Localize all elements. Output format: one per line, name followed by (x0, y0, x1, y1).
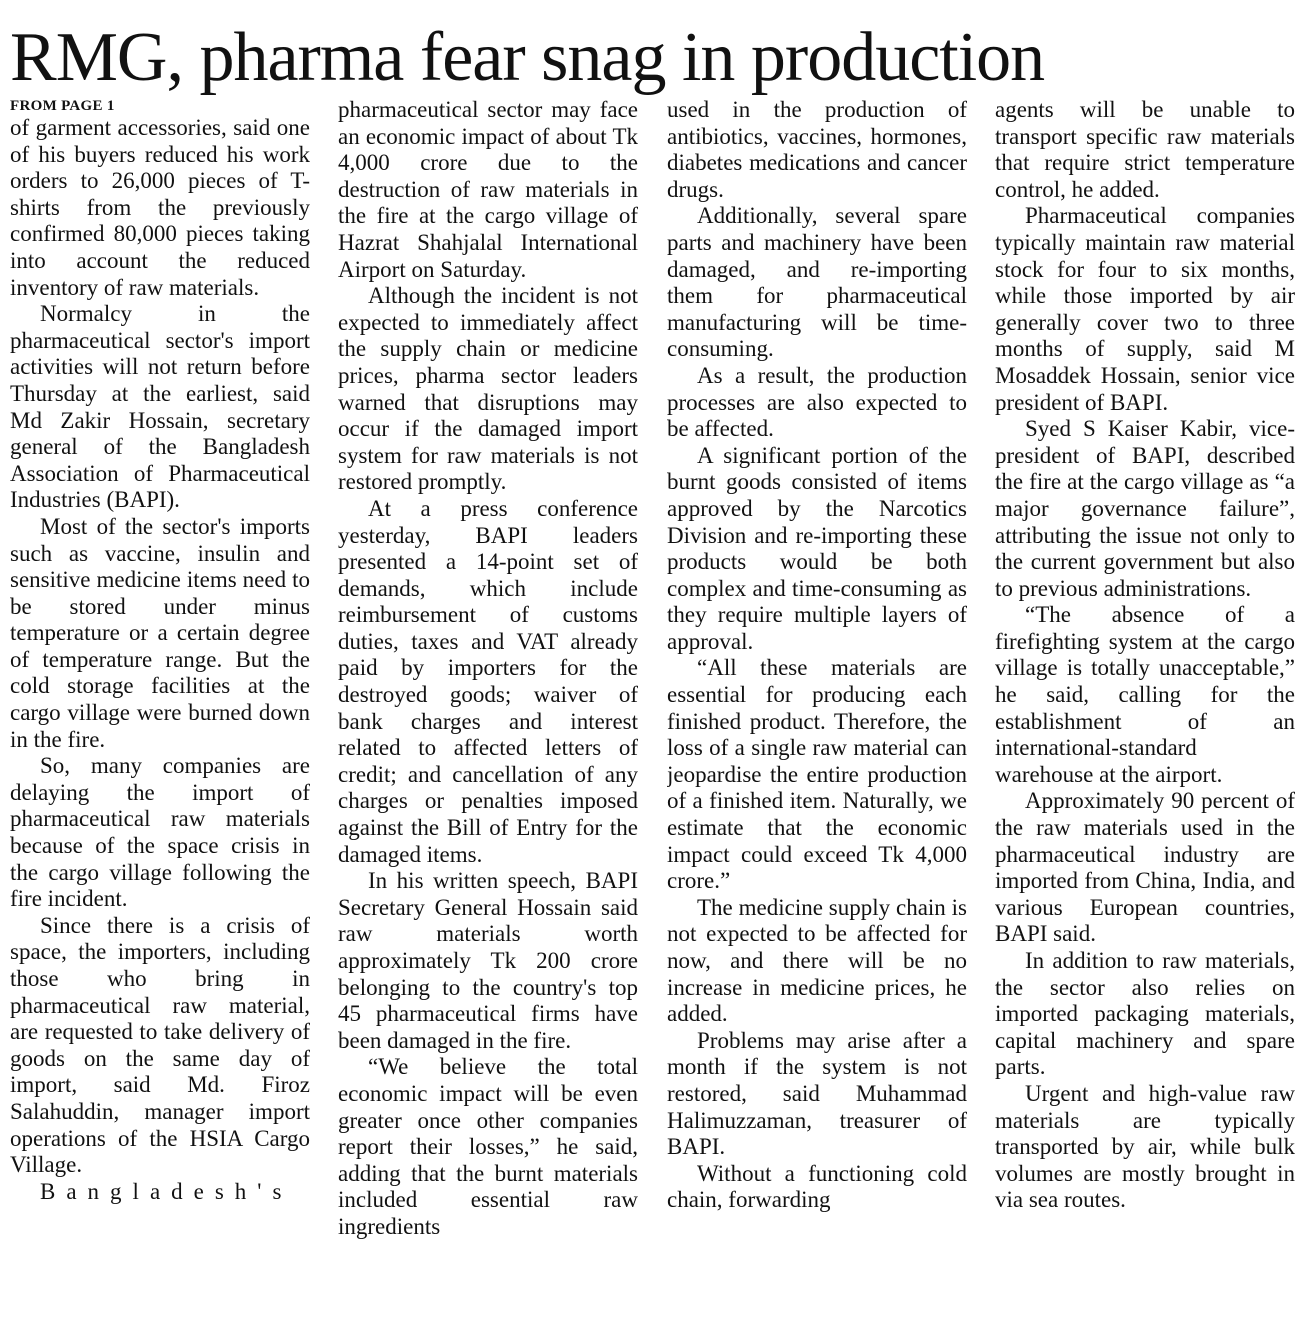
paragraph: Problems may arise after a month if the system is not restored, said Muhammad Halimuzzaman, treasurer of BAPI. (667, 1027, 967, 1160)
paragraph: So, many companies are delaying the import of pharmaceutical raw materials because of the space crisis in the cargo village following the fire incident. (10, 753, 310, 912)
paragraph: Pharmaceutical companies typically maintain raw material stock for four to six months, while those imported by air generally cover two to three months of supply, said M Mosaddek Hossain, senior vice president of BAPI. (995, 203, 1295, 415)
paragraph: Approximately 90 percent of the raw materials used in the pharmaceutical industry are imported from China, India, and various European countries, BAPI said. (995, 788, 1295, 947)
paragraph: of garment accessories, said one of his buyers reduced his work orders to 26,000 pieces of T-shirts from the previously confirmed 80,000 pieces taking into account the reduced inventory of raw materials. (10, 115, 310, 300)
paragraph: agents will be unable to transport specific raw materials that require strict temperature control, he added. (995, 97, 1295, 202)
paragraph: Since there is a crisis of space, the importers, including those who bring in pharmaceutical raw material, are requested to take delivery of goods on the same day of import, said Md. Firoz Salahuddin, manager import operations of the HSIA Cargo Village. (10, 912, 310, 1178)
article-column-4 (995, 97, 1295, 1335)
paragraph: Although the incident is not expected to immediately affect the supply chain or medicine prices, pharma sector leaders warned that disruptions may occur if the damaged import system for raw materials is not restored promptly. (338, 283, 638, 495)
paragraph: pharmaceutical sector may face an economic impact of about Tk 4,000 crore due to the destruction of raw materials in the fire at the cargo village of Hazrat Shahjalal International Airport on Saturday. (338, 97, 638, 282)
paragraph: At a press conference yesterday, BAPI leaders presented a 14-point set of demands, which include reimbursement of customs duties, taxes and VAT already paid by importers for the destroyed goods; waiver of bank charges and interest related to affected letters of credit; and cancellation of any charges or penalties imposed against the Bill of Entry for the damaged items. (338, 495, 638, 867)
paragraph: Without a functioning cold chain, forwarding (667, 1160, 967, 1213)
paragraph: The medicine supply chain is not expected to be affected for now, and there will be no increase in medicine prices, he added. (667, 894, 967, 1027)
paragraph: Syed S Kaiser Kabir, vice-president of BAPI, described the fire at the cargo village as “a major governance failure”, attributing the issue not only to the current government but also to previous administrations. (995, 416, 1295, 601)
paragraph: Most of the sector's imports such as vaccine, insulin and sensitive medicine items need to be stored under minus temperature or a certain degree of temperature range. But the cold storage facilities at the cargo village were burned down in the fire. (10, 513, 310, 752)
headline: RMG, pharma fear snag in production (10, 19, 1045, 96)
paragraph: Urgent and high-value raw materials are typically transported by air, while bulk volumes are mostly brought in via sea routes. (995, 1080, 1295, 1213)
paragraph: Additionally, several spare parts and machinery have been damaged, and re-importing them for pharmaceutical manufacturing will be time-consuming. (667, 203, 967, 362)
paragraph: In addition to raw materials, the sector also relies on imported packaging materials, capital machinery and spare parts. (995, 948, 1295, 1080)
paragraph: “The absence of a firefighting system at the cargo village is totally unacceptable,” he said, calling for the establishment of an international-standard warehouse at the airport. (995, 602, 1295, 787)
jump-label: FROM PAGE 1 (10, 98, 115, 114)
paragraph: As a result, the production processes are also expected to be affected. (667, 362, 967, 442)
paragraph: Normalcy in the pharmaceutical sector's import activities will not return before Thursday at the earliest, said Md Zakir Hossain, secretary general of the Bangladesh Association of Pharmaceutical Industries (BAPI). (10, 301, 310, 513)
paragraph: In his written speech, BAPI Secretary General Hossain said raw materials worth approximately Tk 200 crore belonging to the country's top 45 pharmaceutical firms have been damaged in the fire. (338, 868, 638, 1053)
paragraph: Bangladesh's (40, 1178, 293, 1204)
paragraph: used in the production of antibiotics, vaccines, hormones, diabetes medications and cancer drugs. (667, 97, 967, 202)
article-column-2 (338, 97, 638, 1335)
article-column-3 (667, 97, 967, 1335)
paragraph: “We believe the total economic impact will be even greater once other companies report their losses,” he said, adding that the burnt materials included essential raw ingredients (338, 1054, 638, 1239)
article-column-1 (10, 97, 310, 1335)
paragraph: A significant portion of the burnt goods consisted of items approved by the Narcotics Division and re-importing these products would be both complex and time-consuming as they require multiple layers of approval. (667, 442, 967, 654)
paragraph: “All these materials are essential for producing each finished product. Therefore, the loss of a single raw material can jeopardise the entire production of a finished item. Naturally, we estimate that the economic impact could exceed Tk 4,000 crore.” (667, 655, 967, 894)
